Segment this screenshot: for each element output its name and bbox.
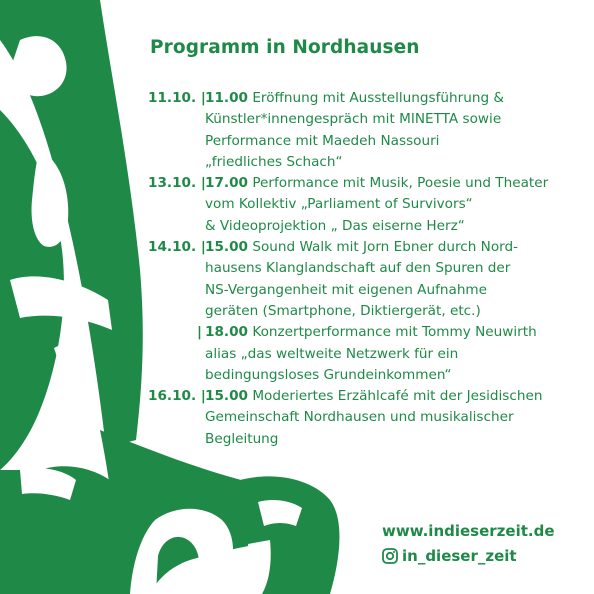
event-date: 14.10. | <box>148 239 206 256</box>
program-title: Programm in Nordhausen <box>150 37 420 58</box>
instagram-handle: in_dieser_zeit <box>402 547 517 565</box>
instagram-link[interactable] <box>382 547 555 565</box>
event-line: vom Kollektiv „Parliament of Survivors“ <box>205 196 473 213</box>
event-time: 11.00 <box>205 90 248 106</box>
event-description <box>148 237 588 322</box>
event-item <box>148 88 588 173</box>
event-description <box>148 173 588 237</box>
website-link[interactable]: www.indieserzeit.de <box>382 522 555 540</box>
event-line: & Videoprojektion „ Das eiserne Herz“ <box>205 217 465 234</box>
event-time: 18.00 <box>205 324 248 341</box>
event-line: Performance mit Maedeh Nassouri <box>205 132 440 149</box>
event-date: | <box>197 324 202 341</box>
event-item <box>148 173 588 237</box>
event-line: Gemeinschaft Nordhausen und musikalischer <box>205 409 514 426</box>
event-line: Performance mit Musik, Poesie und Theater <box>252 175 549 192</box>
event-time: 17.00 <box>205 175 248 192</box>
event-date: 11.10. | <box>148 90 206 106</box>
event-line: NS-Vergangenheit mit eigenen Aufnahme <box>205 281 488 298</box>
event-description <box>148 88 588 173</box>
event-line: Moderiertes Erzählcafé mit der Jesidischen <box>252 388 543 405</box>
event-item <box>148 237 588 322</box>
event-line: hausens Klanglandschaft auf den Spuren der <box>205 260 511 277</box>
social-links <box>382 522 555 565</box>
event-date: 13.10. | <box>148 175 206 192</box>
event-line: „friedliches Schach“ <box>205 153 343 170</box>
event-date: 16.10. | <box>148 388 206 405</box>
event-line: alias „das weltweite Netzwerk für ein <box>205 345 459 362</box>
event-line: geräten (Smartphone, Diktiergerät, etc.) <box>205 302 481 319</box>
instagram-icon <box>382 548 398 564</box>
event-item <box>148 322 588 386</box>
event-line: Begleitung <box>205 430 279 447</box>
event-line: Konzertperformance mit Tommy Neuwirth <box>252 324 537 341</box>
event-time: 15.00 <box>205 239 248 256</box>
event-description <box>148 386 588 450</box>
event-list <box>148 88 588 450</box>
event-description <box>148 322 588 386</box>
event-line: bedingungsloses Grundeinkommen“ <box>205 366 452 383</box>
event-line: Künstler*innengespräch mit MINETTA sowie <box>205 111 502 128</box>
event-item <box>148 386 588 450</box>
event-line: Eröffnung mit Ausstellungsführung & <box>252 90 505 106</box>
event-line: Sound Walk mit Jorn Ebner durch Nord- <box>252 239 519 256</box>
event-time: 15.00 <box>205 388 248 405</box>
